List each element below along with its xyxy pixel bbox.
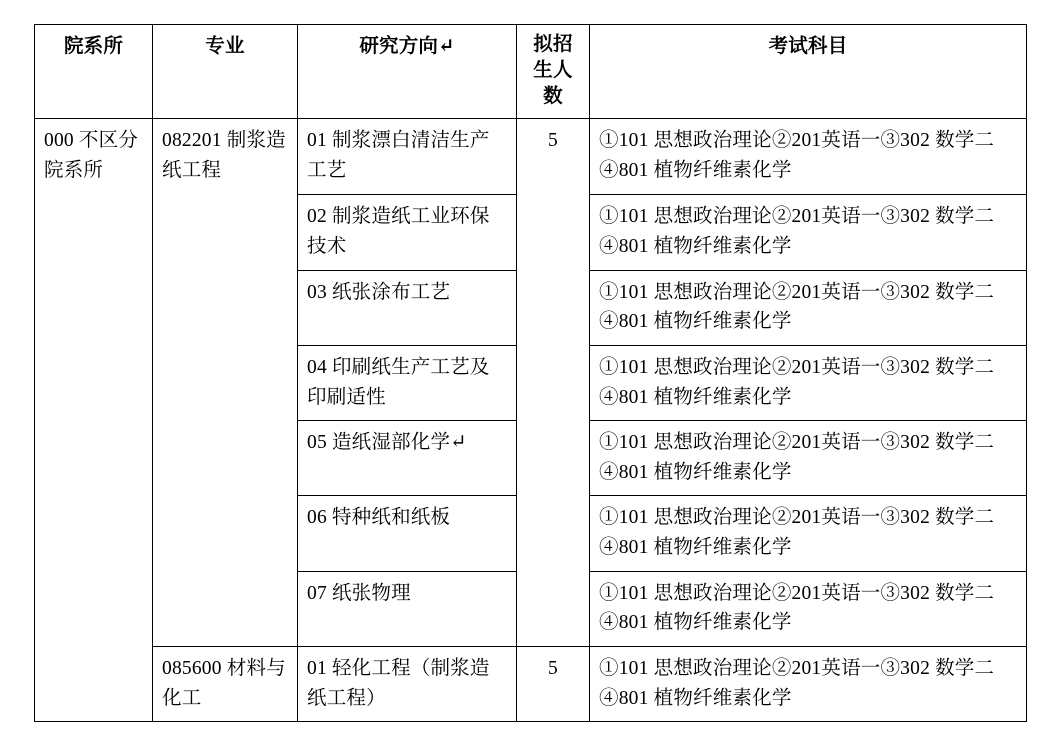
column-header-department: 院系所	[35, 25, 153, 119]
admissions-table	[34, 24, 1027, 722]
table-header	[35, 25, 1027, 119]
cell-exam-subjects: ①101 思想政治理论②201英语一③302 数学二④801 植物纤维素化学	[590, 571, 1027, 646]
column-header-research-direction: 研究方向↵	[298, 25, 517, 119]
planned-line-3: 数	[543, 86, 563, 108]
cell-exam-subjects: ①101 思想政治理论②201英语一③302 数学二④801 植物纤维素化学	[590, 496, 1027, 571]
cell-exam-subjects: ①101 思想政治理论②201英语一③302 数学二④801 植物纤维素化学	[590, 119, 1027, 195]
cell-department: 000 不区分院系所	[35, 119, 153, 722]
cell-exam-subjects: ①101 思想政治理论②201英语一③302 数学二④801 植物纤维素化学	[590, 421, 1027, 496]
cell-exam-subjects: ①101 思想政治理论②201英语一③302 数学二④801 植物纤维素化学	[590, 345, 1027, 420]
cell-research-direction: 04 印刷纸生产工艺及印刷适性	[298, 345, 517, 420]
cell-research-direction: 06 特种纸和纸板	[298, 496, 517, 571]
cell-research-direction: 05 造纸湿部化学↵	[298, 421, 517, 496]
cell-exam-subjects: ①101 思想政治理论②201英语一③302 数学二④801 植物纤维素化学	[590, 646, 1027, 721]
cell-research-direction: 07 纸张物理	[298, 571, 517, 646]
planned-line-2: 生人	[533, 60, 573, 82]
cell-planned-enrollment: 5	[517, 646, 590, 721]
cell-planned-enrollment: 5	[517, 119, 590, 647]
column-header-exam-subjects: 考试科目	[590, 25, 1027, 119]
cell-major: 085600 材料与化工	[153, 646, 298, 721]
cell-research-direction: 02 制浆造纸工业环保技术	[298, 195, 517, 270]
table-row	[35, 119, 1027, 195]
table-header-row	[35, 25, 1027, 119]
table-row	[35, 646, 1027, 721]
cell-research-direction: 01 制浆漂白清洁生产工艺	[298, 119, 517, 195]
table-body	[35, 119, 1027, 722]
cell-major: 082201 制浆造纸工程	[153, 119, 298, 647]
cell-exam-subjects: ①101 思想政治理论②201英语一③302 数学二④801 植物纤维素化学	[590, 270, 1027, 345]
cell-research-direction: 01 轻化工程（制浆造纸工程）	[298, 646, 517, 721]
column-header-major: 专业	[153, 25, 298, 119]
cell-research-direction: 03 纸张涂布工艺	[298, 270, 517, 345]
planned-line-1: 拟招	[533, 34, 573, 55]
column-header-planned-enrollment	[517, 25, 590, 119]
cell-exam-subjects: ①101 思想政治理论②201英语一③302 数学二④801 植物纤维素化学	[590, 195, 1027, 270]
